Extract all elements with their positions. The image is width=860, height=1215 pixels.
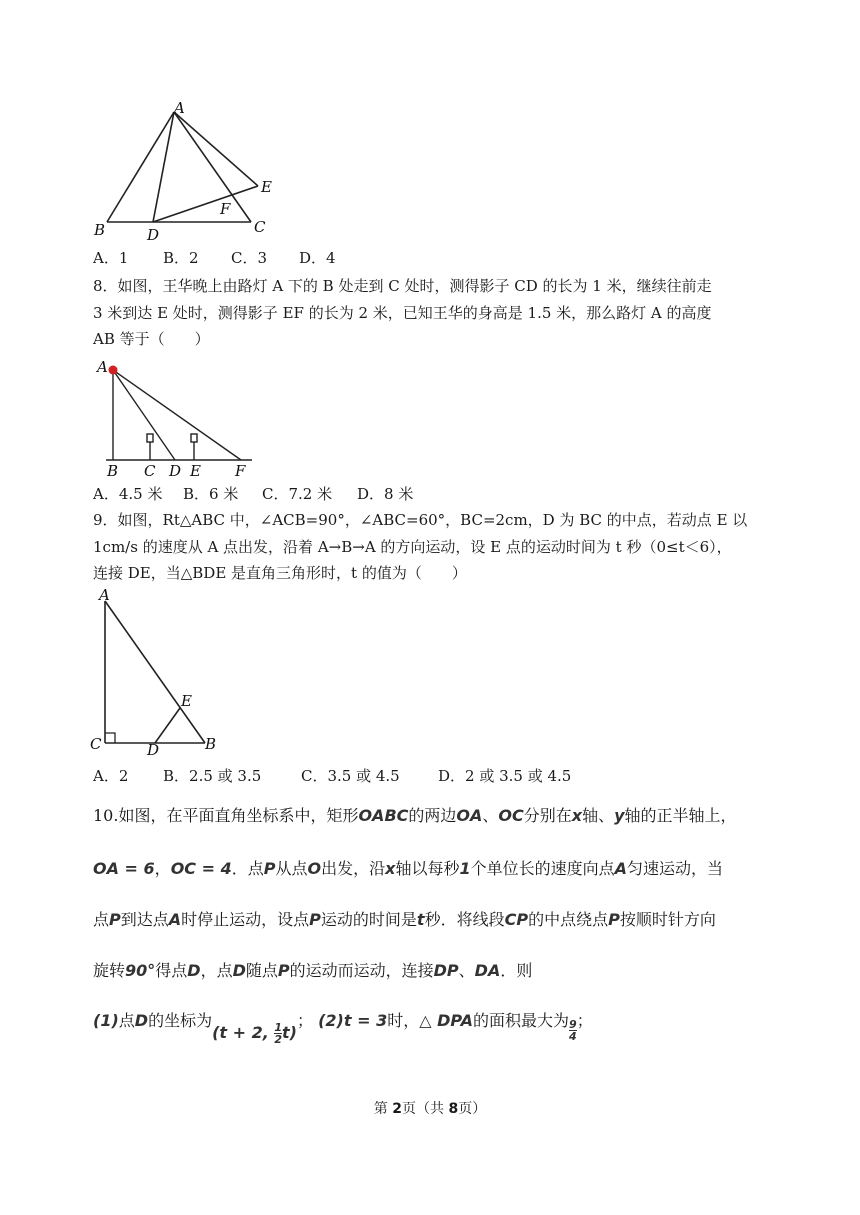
q8-figure bbox=[92, 356, 262, 481]
q8-label-C: C bbox=[144, 462, 156, 480]
q7-label-F: F bbox=[220, 200, 231, 218]
q9-option-d: D．2 或 3.5 或 4.5 bbox=[438, 767, 572, 785]
q8-line-1: 8．如图，王华晚上由路灯 A 下的 B 处走到 C 处时，测得影子 CD 的长为 1 米，继续往前走 bbox=[93, 277, 712, 295]
q7-option-c: C．3 bbox=[231, 249, 268, 267]
q9-option-b: B．2.5 或 3.5 bbox=[163, 767, 262, 785]
q8-label-B: B bbox=[107, 462, 119, 480]
q10-line-2: OA = 6，OC = 4．点P从点O出发，沿x轴以每秒1个单位长的速度向点A匀速运动，当 bbox=[93, 859, 724, 878]
q7-figure bbox=[90, 98, 290, 243]
q9-line-1: 9．如图，Rt△ABC 中，∠ACB=90°，∠ABC=60°，BC=2cm，D 为 BC 的中点，若动点 E 以 bbox=[93, 511, 748, 529]
q10-line-1: 10.如图，在平面直角坐标系中，矩形OABC的两边OA、OC分别在x轴、y轴的正半轴上， bbox=[93, 806, 737, 825]
q8-line-3: AB 等于（ ） bbox=[93, 330, 210, 348]
q8-option-b: B．6 米 bbox=[183, 485, 239, 503]
street-lamp-dot bbox=[109, 366, 118, 375]
q8-option-c: C．7.2 米 bbox=[262, 485, 333, 503]
q10-line-5: (1)点D的坐标为(t + 2, $\frac{1}{2}$ t)； (2)t = 3时，△ DPA的面积最大为 $\frac{9}{4}$ ； bbox=[93, 1011, 593, 1046]
q8-label-A: A bbox=[97, 358, 108, 376]
q10-line-3: 点P到达点A时停止运动，设点P运动的时间是t秒．将线段CP的中点绕点P按顺时针方向 bbox=[93, 910, 716, 929]
q9-label-D: D bbox=[147, 741, 160, 758]
q9-option-c: C．3.5 或 4.5 bbox=[301, 767, 400, 785]
page-total: 8 bbox=[448, 1101, 459, 1117]
q9-label-E: E bbox=[181, 692, 192, 710]
q9-line-3: 连接 DE，当△BDE 是直角三角形时，t 的值为（ ） bbox=[93, 564, 467, 582]
q7-option-b: B．2 bbox=[163, 249, 199, 267]
page-number: 2 bbox=[392, 1101, 402, 1117]
q10-line-4: 旋转90°得点D，点D随点P的运动而运动，连接DP、DA．则 bbox=[93, 961, 533, 980]
q9-option-a: A．2 bbox=[93, 767, 129, 785]
q7-label-C: C bbox=[254, 218, 266, 236]
q7-label-B: B bbox=[94, 221, 106, 239]
q8-option-d: D．8 米 bbox=[357, 485, 414, 503]
q8-option-a: A．4.5 米 bbox=[93, 485, 163, 503]
q7-label-D: D bbox=[147, 226, 160, 243]
q8-line-2: 3 米到达 E 处时，测得影子 EF 的长为 2 米，已知王华的身高是 1.5 米，那么路灯 A 的高度 bbox=[93, 304, 712, 322]
q10-fraction-answer: $\frac{9}{4}$ bbox=[569, 1018, 577, 1043]
q10-fraction-half: $\frac{1}{2}$ bbox=[274, 1021, 283, 1046]
q7-label-A: A bbox=[174, 99, 185, 117]
page-footer: 第 2页（共 8页） bbox=[373, 1101, 487, 1117]
q9-label-B: B bbox=[205, 735, 217, 753]
q9-label-C: C bbox=[90, 735, 102, 753]
q9-line-2: 1cm/s 的速度从 A 点出发，沿着 A→B→A 的方向运动，设 E 点的运动时间为 t 秒（0≤t＜6）， bbox=[93, 538, 732, 556]
q7-label-E: E bbox=[261, 178, 272, 196]
q8-label-F: F bbox=[235, 462, 246, 480]
q8-label-D: D bbox=[169, 462, 182, 480]
q7-option-a: A．1 bbox=[93, 249, 129, 267]
q7-option-d: D．4 bbox=[299, 249, 336, 267]
q9-label-A: A bbox=[99, 586, 110, 604]
q9-figure bbox=[88, 583, 228, 758]
q8-label-E: E bbox=[190, 462, 201, 480]
